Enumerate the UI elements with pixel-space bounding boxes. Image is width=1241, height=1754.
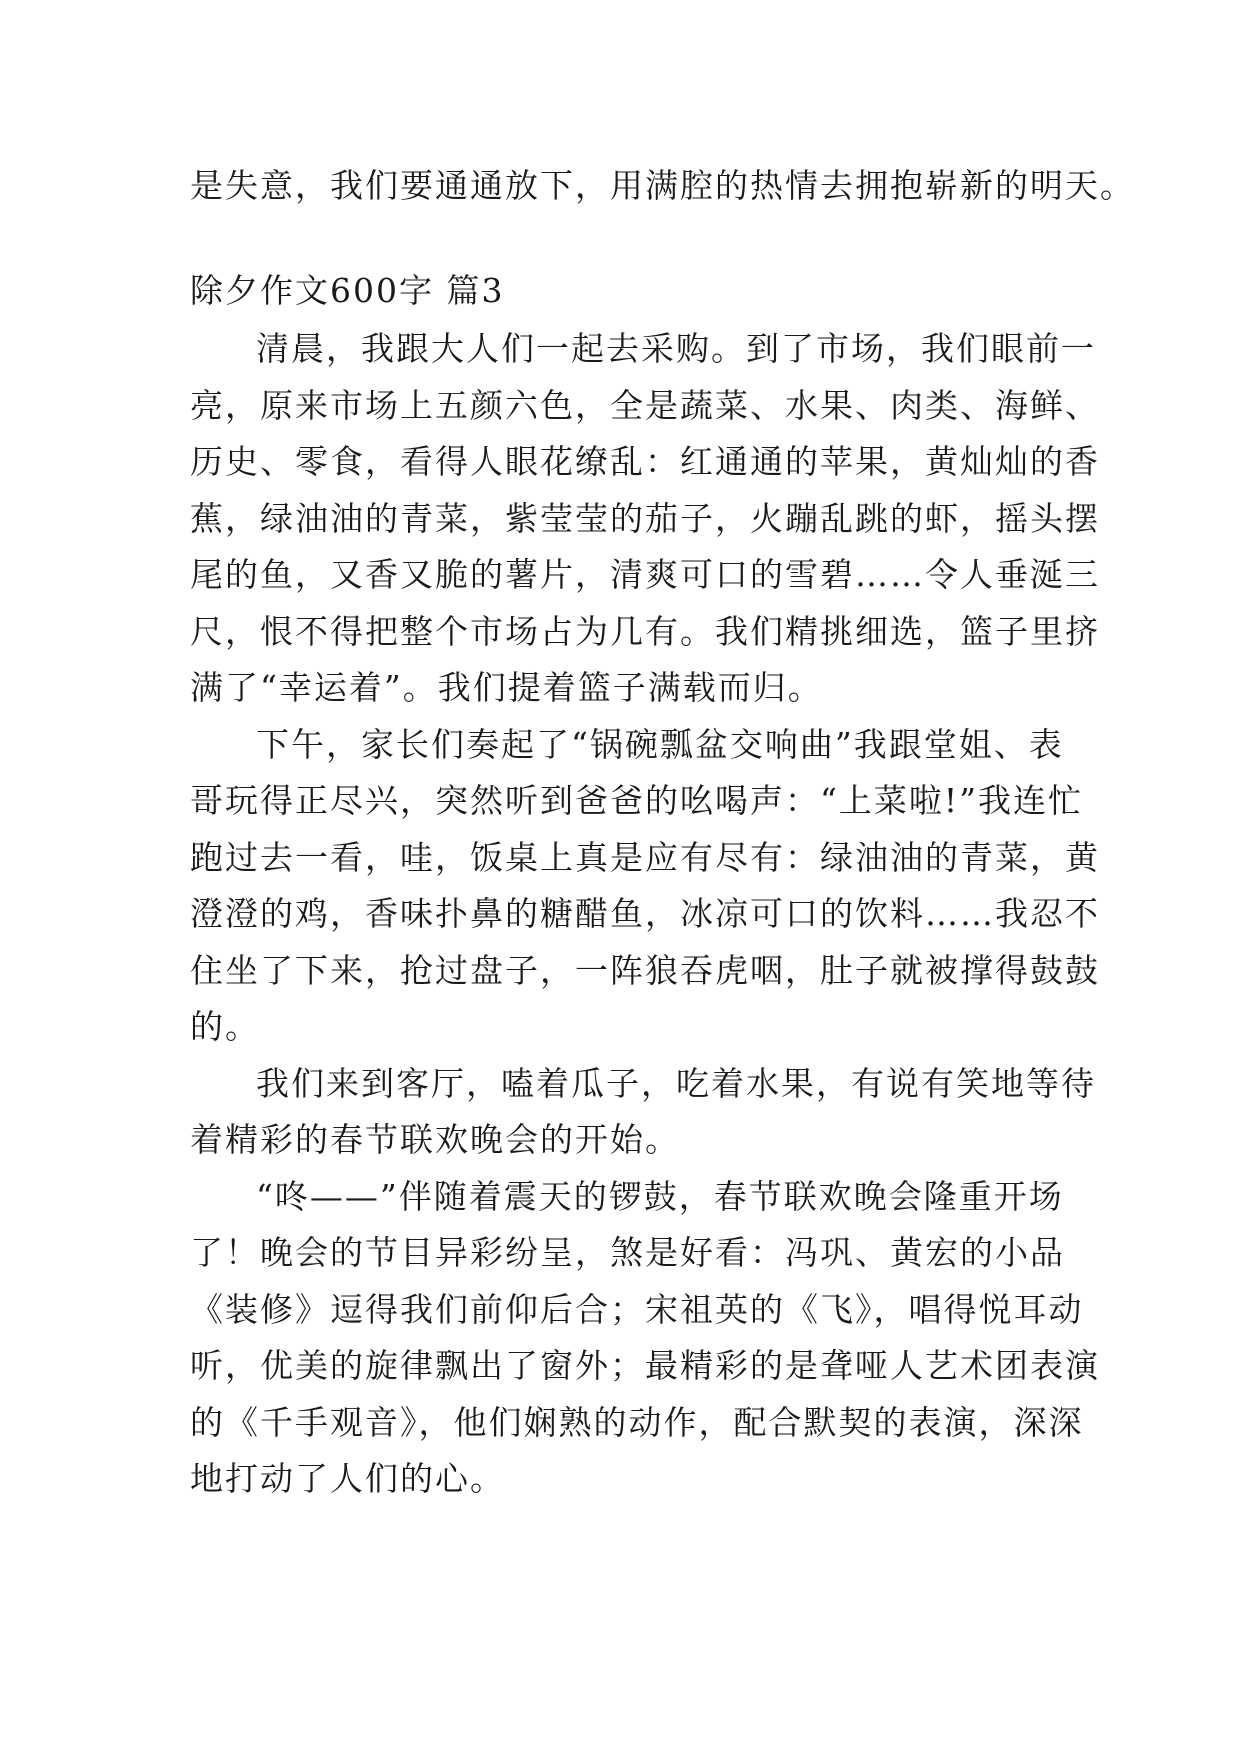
paragraph-3 bbox=[190, 1056, 1096, 1169]
paragraph-line: “咚——”伴随着震天的锣鼓，春节联欢晚会隆重开场 bbox=[256, 1176, 1064, 1216]
paragraph-line: 我们来到客厅，嗑着瓜子，吃着水果，有说有笑地等待 bbox=[256, 1063, 1096, 1103]
paragraph-line: 哥玩得正尽兴，突然听到爸爸的吆喝声：“上菜啦!”我连忙 bbox=[190, 781, 1084, 820]
paragraph-line: 尾的鱼，又香又脆的薯片，清爽可口的雪碧……令人垂涎三 bbox=[190, 555, 1100, 594]
paragraph-line: 的《千手观音》，他们娴熟的动作，配合默契的表演，深深 bbox=[190, 1402, 1084, 1442]
section-heading: 除夕作文600字 篇3 bbox=[190, 270, 505, 310]
document-body bbox=[190, 158, 1135, 1508]
intro-line: 是失意，我们要通通放下，用满腔的热情去拥抱崭新的明天。 bbox=[190, 166, 1135, 205]
paragraph-line: 蕉，绿油油的青菜，紫莹莹的茄子，火蹦乱跳的虾，摇头摆 bbox=[190, 498, 1100, 538]
paragraph-line: 亮，原来市场上五颜六色，全是蔬菜、水果、肉类、海鲜、 bbox=[190, 385, 1100, 425]
paragraph-line: 住坐了下来，抢过盘子，一阵狼吞虎咽，肚子就被撑得鼓鼓 bbox=[190, 950, 1100, 990]
paragraph-line: 着精彩的春节联欢晚会的开始。 bbox=[190, 1120, 680, 1159]
paragraph-2 bbox=[190, 717, 1100, 1056]
paragraph-line: 地打动了人们的心。 bbox=[190, 1459, 505, 1498]
paragraph-line: 跑过去一看，哇，饭桌上真是应有尽有：绿油油的青菜，黄 bbox=[190, 837, 1100, 877]
paragraph-line: 的。 bbox=[190, 1007, 260, 1046]
paragraph-line: 下午，家长们奏起了“锅碗瓢盆交响曲”我跟堂姐、表 bbox=[256, 724, 1064, 764]
paragraph-line: 了！晚会的节目异彩纷呈，煞是好看：冯巩、黄宏的小品 bbox=[190, 1233, 1065, 1272]
paragraph-1 bbox=[190, 321, 1100, 717]
paragraph-line: 澄澄的鸡，香味扑鼻的糖醋鱼，冰凉可口的饮料……我忍不 bbox=[190, 894, 1100, 933]
paragraph-line: 《装修》逗得我们前仰后合；宋祖英的《飞》，唱得悦耳动 bbox=[190, 1289, 1084, 1329]
paragraph-line: 清晨，我跟大人们一起去采购。到了市场，我们眼前一 bbox=[256, 329, 1096, 368]
paragraph-line: 满了“幸运着”。我们提着篮子满载而归。 bbox=[190, 668, 823, 707]
paragraph-line: 听，优美的旋律飘出了窗外；最精彩的是聋哑人艺术团表演 bbox=[190, 1346, 1100, 1385]
paragraph-4 bbox=[190, 1169, 1100, 1508]
paragraph-line: 尺，恨不得把整个市场占为几有。我们精挑细选，篮子里挤 bbox=[190, 611, 1100, 651]
paragraph-line: 历史、零食，看得人眼花缭乱：红通通的苹果，黄灿灿的香 bbox=[190, 442, 1100, 481]
